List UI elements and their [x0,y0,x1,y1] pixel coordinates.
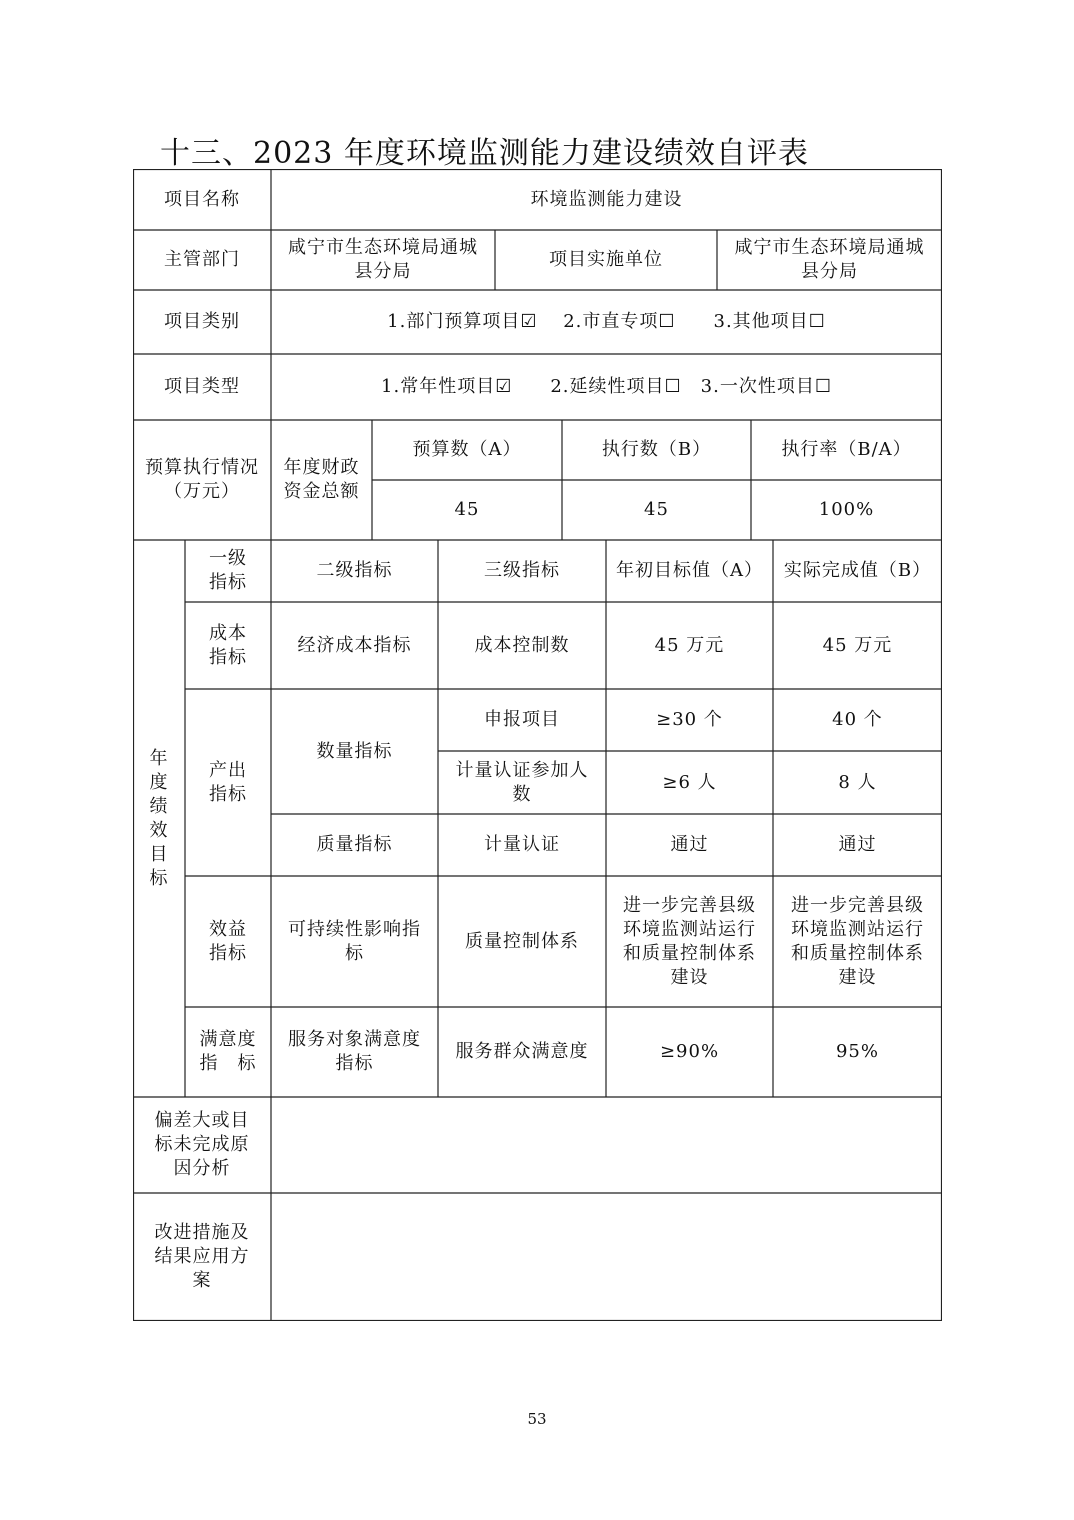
perf-header-l2: 二级指标 [316,560,393,581]
quality-target: 通过 [670,834,709,855]
quality-actual: 通过 [838,834,877,855]
benefit-l3: 质量控制体系 [465,930,579,952]
benefit-target: 进一步完善县级环境监测站运行和质量控制体系建设 [623,894,756,988]
deviation-label: 偏差大或目标未完成原因分析 [154,1110,250,1179]
qty2-actual: 8 人 [838,771,877,793]
cost-l3: 成本控制数 [474,634,570,656]
budget-header-b: 执行数（B） [601,439,712,460]
qty1-target: ≥30 个 [656,709,723,730]
output-l1: 产出指标 [209,759,247,805]
performance-table [133,169,942,1321]
perf-header-l1: 一级指标 [209,548,247,593]
page-title: 十三、2023 年度环境监测能力建设绩效自评表 [160,136,809,171]
dept-value: 咸宁市生态环境局通城县分局 [288,237,478,282]
qty1-actual: 40 个 [832,709,883,730]
qty-l2: 数量指标 [316,740,393,762]
cost-target: 45 万元 [654,634,725,656]
project-name-value: 环境监测能力建设 [530,188,683,210]
benefit-l2: 可持续性影响指标 [288,918,421,964]
benefit-l1: 效益指标 [209,918,247,964]
quality-l2: 质量指标 [316,834,393,855]
qty1-l3: 申报项目 [484,709,560,730]
perf-header-actual: 实际完成值（B） [783,560,932,581]
budget-value-a: 45 [454,499,480,520]
impl-unit-label: 项目实施单位 [549,249,663,270]
satis-l1: 满意度指 标 [199,1029,257,1074]
perf-section-text: 年度绩效目标 [149,747,169,889]
benefit-actual: 进一步完善县级环境监测站运行和质量控制体系建设 [791,894,924,988]
cost-l2: 经济成本指标 [297,634,412,656]
budget-value-b: 45 [644,499,669,520]
qty2-target: ≥6 人 [662,771,717,793]
type-label: 项目类型 [164,376,240,397]
fund-total-label: 年度财政资金总额 [283,457,360,502]
impl-unit-value: 咸宁市生态环境局通城县分局 [734,237,925,282]
improve-label: 改进措施及结果应用方案 [154,1222,250,1291]
budget-value-rate: 100% [818,499,875,520]
type-options: 1.常年性项目☑ 2.延续性项目☐ 3.一次性项目☐ [381,376,832,397]
page-number: 53 [527,1410,547,1428]
project-name-label: 项目名称 [164,188,240,210]
budget-header-a: 预算数（A） [412,439,522,460]
category-label: 项目类别 [164,311,240,332]
perf-header-target: 年初目标值（A） [616,560,763,581]
cost-actual: 45 万元 [822,634,893,656]
dept-label: 主管部门 [164,249,240,270]
satis-target: ≥90% [659,1041,720,1062]
perf-section-label [133,540,185,1097]
qty2-l3: 计量认证参加人数 [455,759,589,805]
quality-l3: 计量认证 [484,834,560,855]
cost-l1: 成本指标 [209,622,247,668]
improve-value [271,1193,942,1321]
category-options: 1.部门预算项目☑ 2.市直专项☐ 3.其他项目☐ [387,311,826,332]
satis-l2: 服务对象满意度指标 [288,1029,421,1074]
budget-header-rate: 执行率（B/A） [781,439,912,460]
perf-header-l3: 三级指标 [484,560,560,581]
budget-label: 预算执行情况（万元） [145,457,259,502]
satis-actual: 95% [835,1041,879,1062]
satis-l3: 服务群众满意度 [455,1041,589,1062]
deviation-value [271,1097,942,1193]
